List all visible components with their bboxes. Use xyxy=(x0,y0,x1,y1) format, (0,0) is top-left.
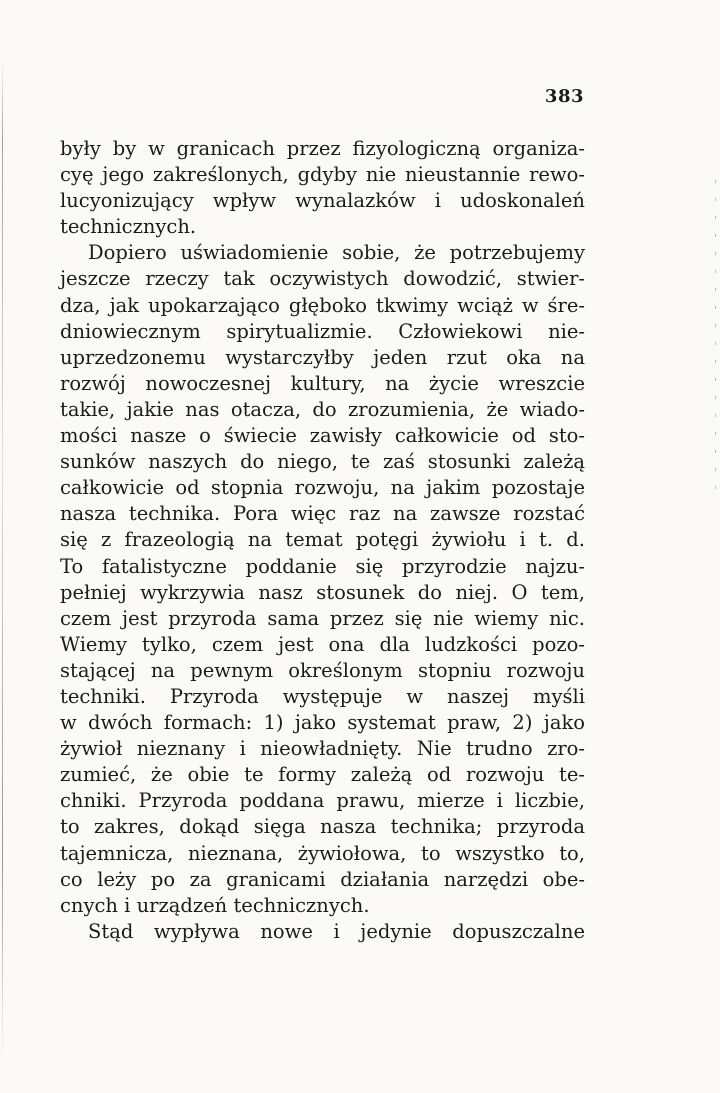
text-line: rozwój nowoczesnej kultury, na życie wreszcie xyxy=(60,371,585,395)
text-line: tajemnicza, nieznana, żywiołowa, to wszystko to, xyxy=(60,841,585,865)
text-line: cnych i urządzeń technicznych. xyxy=(60,893,370,917)
text-line: stającej na pewnym określonym stopniu rozwoju xyxy=(60,658,585,682)
text-line: zumieć, że obie te formy zależą od rozwoju te- xyxy=(60,763,585,787)
text-line: mości nasze o świecie zawisły całkowicie od sto- xyxy=(60,424,585,448)
text-line: całkowicie od stopnia rozwoju, na jakim pozostaje xyxy=(60,476,585,500)
text-line: Dopiero uświadomienie sobie, że potrzebujemy xyxy=(88,241,585,265)
text-line: czem jest przyroda sama przez się nie wiemy nic. xyxy=(60,606,585,630)
scan-edge-right xyxy=(715,180,716,500)
text-line: były by w granicach przez fizyologiczną organiza- xyxy=(60,137,585,160)
text-line: pełniej wykrzywia nasz stosunek do niej. O tem, xyxy=(60,580,585,604)
text-line: sunków naszych do niego, te zaś stosunki zależą xyxy=(60,450,585,474)
text-line: dniowiecznym spirytualizmie. Człowiekowi nie- xyxy=(60,319,585,343)
text-line: nasza technika. Pora więc raz na zawsze rozstać xyxy=(60,502,585,526)
text-line: w dwóch formach: 1) jako systemat praw, 2) jako xyxy=(60,711,585,735)
text-line: żywioł nieznany i nieowładnięty. Nie trudno zro- xyxy=(60,737,585,761)
text-line: się z frazeologią na temat potęgi żywiołu i t. d. xyxy=(60,528,585,552)
body-text xyxy=(60,136,585,945)
scan-edge-left xyxy=(2,60,3,1060)
text-line: techniki. Przyroda występuje w naszej myśli xyxy=(60,684,585,708)
text-line: co leży po za granicami działania narzędzi obe- xyxy=(60,867,585,891)
text-line: To fatalistyczne poddanie się przyrodzie najzu- xyxy=(60,554,585,578)
text-line: dza, jak upokarzająco głęboko tkwimy wciąż w śre- xyxy=(60,293,585,317)
text-line: jeszcze rzeczy tak oczywistych dowodzić, stwier- xyxy=(60,267,585,291)
text-line: cyę jego zakreślonych, gdyby nie nieustannie rewo- xyxy=(60,163,585,187)
text-line: Stąd wypływa nowe i jedynie dopuszczalne xyxy=(88,919,585,943)
text-line: uprzedzonemu wystarczyłby jeden rzut oka na xyxy=(60,345,585,369)
page-number: 383 xyxy=(544,86,584,107)
text-line: technicznych. xyxy=(60,215,197,239)
text-line: lucyonizujący wpływ wynalazków i udoskonaleń xyxy=(60,189,585,213)
text-line: Wiemy tylko, czem jest ona dla ludzkości pozo- xyxy=(60,632,585,656)
text-line: to zakres, dokąd sięga nasza technika; przyroda xyxy=(60,815,585,839)
text-line: takie, jakie nas otacza, do zrozumienia, że wiado- xyxy=(60,397,585,421)
text-line: chniki. Przyroda poddana prawu, mierze i liczbie, xyxy=(60,789,585,813)
